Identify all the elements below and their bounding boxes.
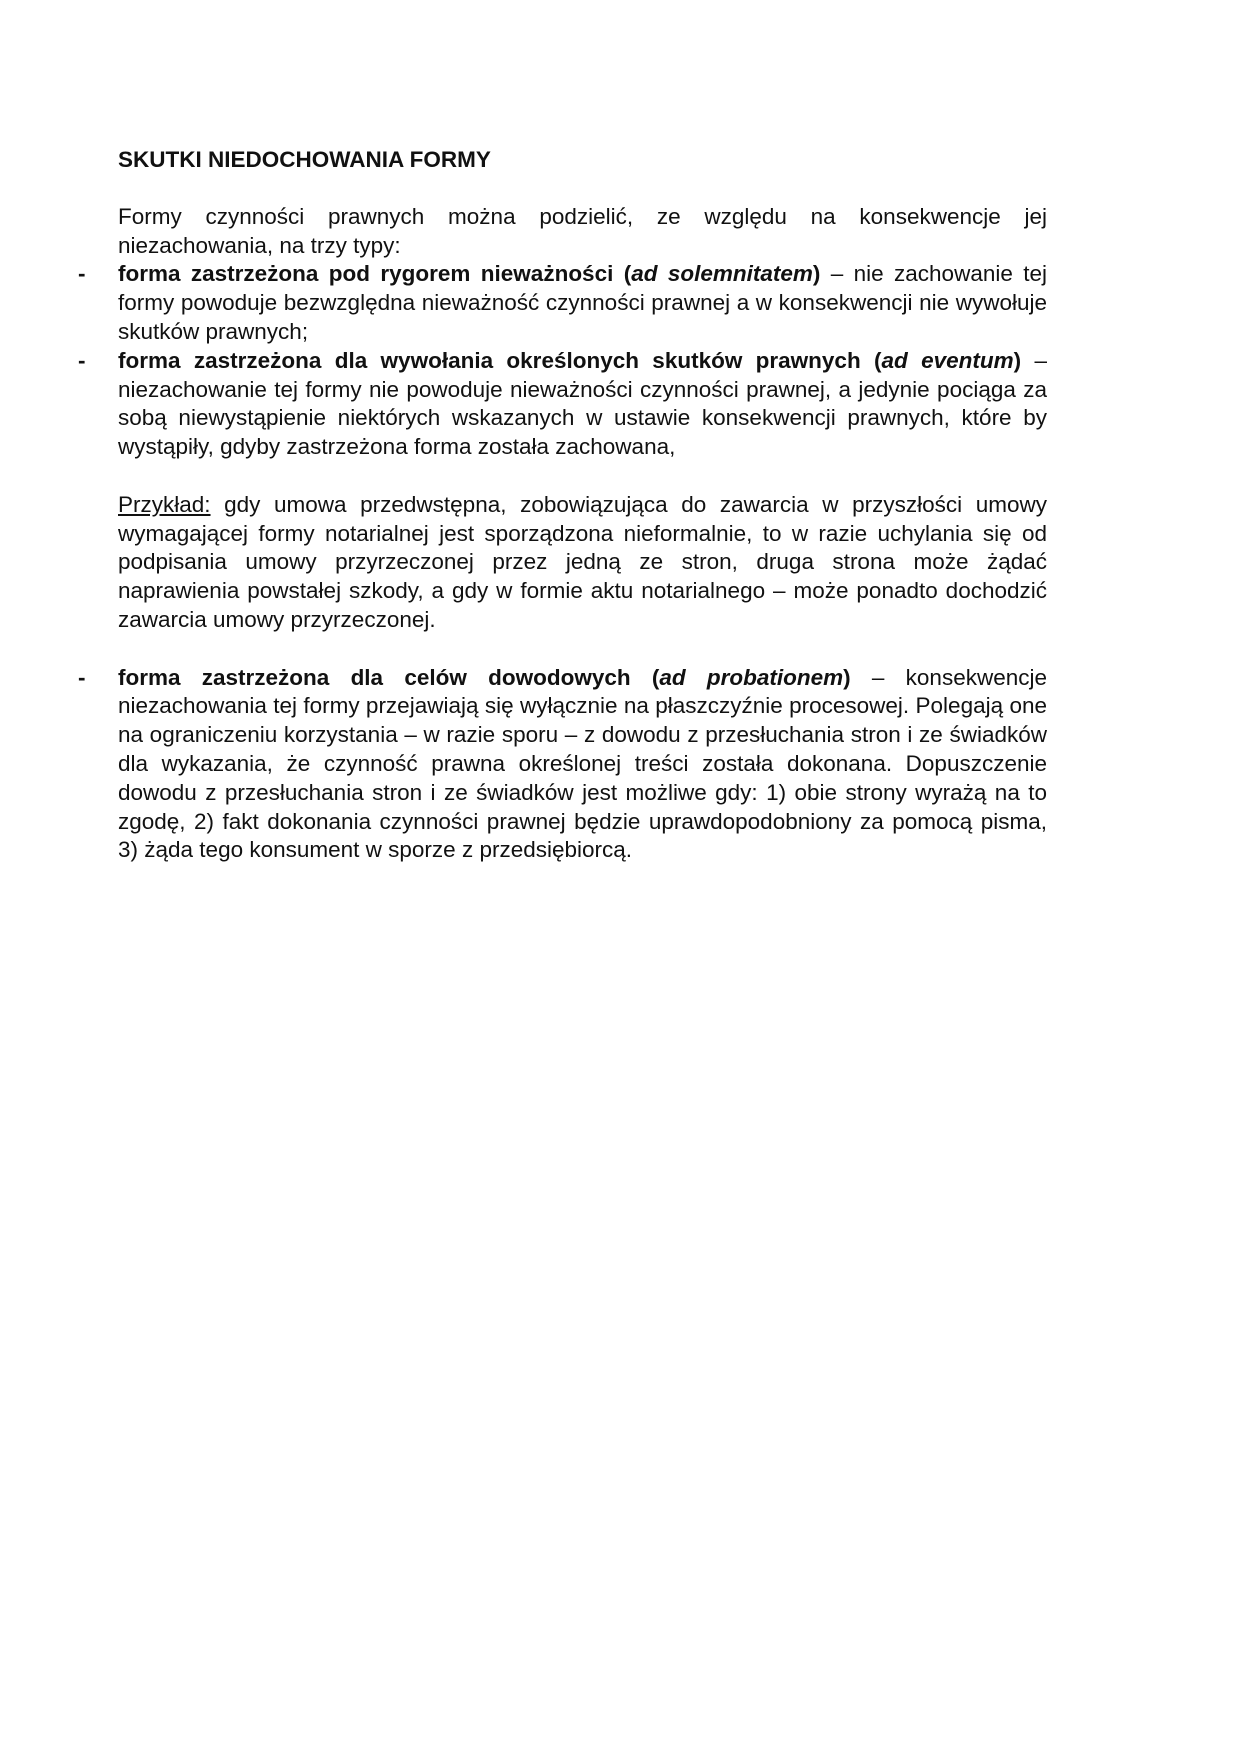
- item-close-paren: ): [843, 664, 851, 690]
- bullet-dash: -: [78, 261, 86, 287]
- document-title: SKUTKI NIEDOCHOWANIA FORMY: [118, 147, 491, 172]
- list-item-ad-probationem: [78, 664, 1047, 866]
- item-latin-term: ad solemnitatem: [631, 261, 813, 287]
- intro-paragraph: Formy czynności prawnych można podzielić, ze względu na konsekwencje jej niezachowania, na trzy typy:: [118, 203, 1047, 258]
- item-description: – konsekwencje niezachowania tej formy przejawiają się wyłącznie na płaszczyźnie procesowej. Polegają one na ograniczeniu korzystania – w razie sporu – z dowodu z przesłuchania stron i ze świadków dla wykazania, że czynność prawna określonej treści została dokonana. Dopuszczenie dowodu z przesłuchania stron i ze świadków jest możliwe gdy: 1) obie strony wyrażą na to zgodę, 2) fakt dokonania czynności prawnej będzie uprawdopodobniony za pomocą pisma, 3) żąda tego konsument w sporze z przedsiębiorcą.: [118, 664, 1047, 863]
- item-latin-term: ad eventum: [881, 347, 1014, 373]
- example-label: Przykład:: [118, 491, 211, 517]
- paragraph-spacer: [118, 635, 1047, 664]
- document-body: [78, 146, 1048, 865]
- item-description: – niezachowanie tej formy nie powoduje nieważności czynności prawnej, a jedynie pociąga za sobą niewystąpienie niektórych wskazanych w ustawie konsekwencji prawnych, które by wystąpiły, gdyby zastrzeżona forma została zachowana,: [118, 347, 1048, 460]
- item-lead-text: forma zastrzeżona dla wywołania określonych skutków prawnych (: [118, 347, 882, 373]
- item-lead-text: forma zastrzeżona pod rygorem nieważności (: [118, 261, 632, 287]
- example-text: gdy umowa przedwstępna, zobowiązująca do zawarcia w przyszłości umowy wymagającej formy notarialnej jest sporządzona nieformalnie, to w razie uchylania się od podpisania umowy przyrzeczonej przez jedną ze stron, druga strona może żądać naprawienia powstałej szkody, a gdy w formie aktu notarialnego – może ponadto dochodzić zawarcia umowy przyrzeczonej.: [118, 491, 1047, 632]
- item-close-paren: ): [812, 261, 821, 287]
- bullet-dash: -: [78, 664, 86, 690]
- list-item-ad-solemnitatem: [78, 260, 1047, 346]
- item-close-paren: ): [1013, 347, 1022, 373]
- item-latin-term: ad probationem: [659, 664, 844, 690]
- item-description: – nie zachowanie tej formy powoduje bezwzględna nieważność czynności prawnej a w konsekwencji nie wywołuje skutków prawnych;: [118, 261, 1047, 344]
- list-item-ad-eventum: [78, 347, 1048, 462]
- bullet-dash: -: [78, 347, 86, 373]
- example-paragraph: [118, 491, 1047, 635]
- paragraph-spacer: [118, 462, 1047, 491]
- item-lead-text: forma zastrzeżona dla celów dowodowych (: [118, 664, 660, 690]
